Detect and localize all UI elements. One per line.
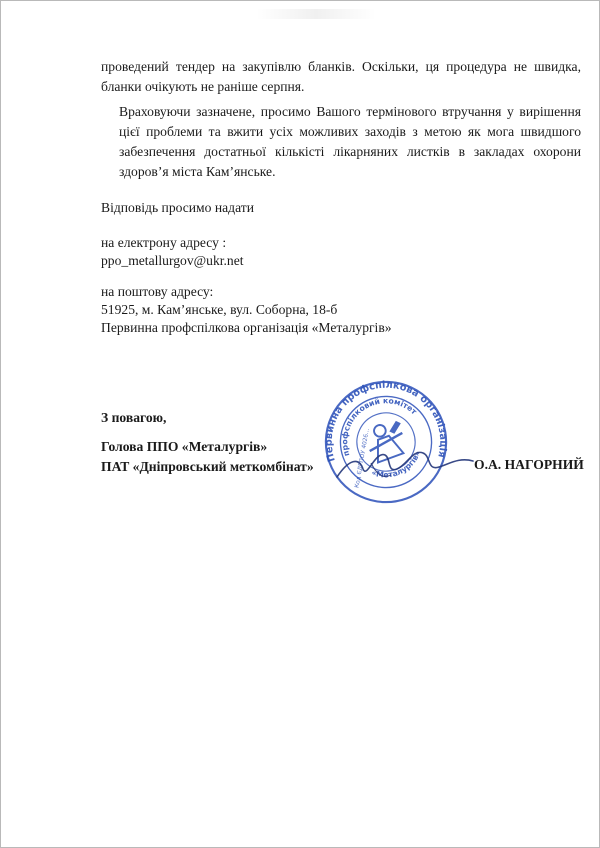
handwritten-signature — [331, 439, 481, 489]
postal-label: на поштову адресу: — [101, 284, 214, 299]
email-label: на електрону адресу : — [101, 235, 227, 250]
paragraph-line: Враховуючи зазначене, просимо Вашого термінового втручання у вирішення — [119, 104, 581, 119]
paragraph-line: забезпечення достатньої кількісті лікарняних листків в закладах охорони — [119, 144, 581, 159]
signer-position-line1: Голова ППО «Металургів» — [101, 439, 268, 454]
signer-name: О.А. НАГОРНИЙ — [474, 457, 584, 472]
email-address: ppo_metallurgov@ukr.net — [101, 253, 244, 268]
signer-position-line2: ПАТ «Дніпровський меткомбінат» — [101, 459, 314, 474]
paragraph-line: здоров’я міста Кам’янське. — [119, 164, 276, 179]
closing-text: З повагою, — [101, 410, 167, 425]
postal-address: 51925, м. Кам’янське, вул. Соборна, 18-б — [101, 302, 338, 317]
paragraph-line: цієї проблеми та вжити усіх можливих заходів з метою як мога швидшого — [119, 124, 581, 139]
stamp-code-text: Код ЄДРПОУ 4026... — [354, 428, 371, 489]
stamp-bottom-text: «Металургів» — [370, 449, 423, 480]
stamp-outer-text: Первинна профспілкова організація — [323, 379, 449, 463]
paragraph-line: бланки очікують не раніше серпня. — [101, 79, 305, 94]
paragraph-tender — [101, 57, 581, 97]
reply-request: Відповідь просимо надати — [101, 200, 254, 215]
scan-smudge — [256, 9, 376, 19]
stamp-inner-text: профспілковий комітет — [340, 396, 419, 458]
organization-name: Первинна профспілкова організація «Металургів» — [101, 320, 392, 335]
paragraph-request — [101, 102, 581, 182]
paragraph-line: проведений тендер на закупівлю бланків. Оскільки, ця процедура не швидка, — [101, 59, 581, 74]
